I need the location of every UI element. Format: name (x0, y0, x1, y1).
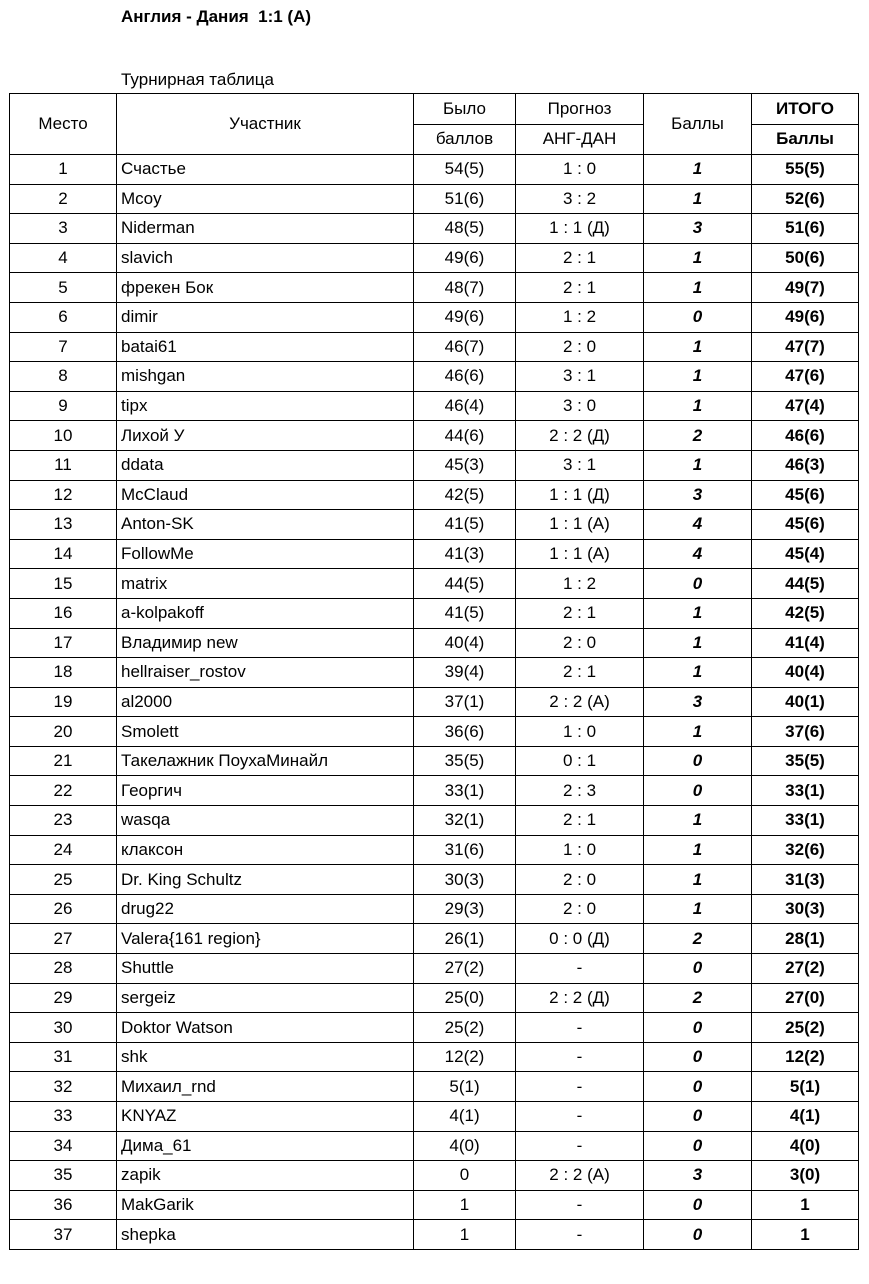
table-row (10, 954, 859, 984)
cell-place: 13 (10, 510, 117, 540)
cell-was-points: 29(3) (414, 894, 516, 924)
cell-points: 1 (644, 184, 752, 214)
cell-place: 29 (10, 983, 117, 1013)
cell-was-points: 35(5) (414, 746, 516, 776)
cell-place: 25 (10, 865, 117, 895)
cell-was-points: 41(5) (414, 598, 516, 628)
cell-total: 47(7) (752, 332, 859, 362)
cell-points: 3 (644, 480, 752, 510)
header-place: Место (10, 94, 117, 155)
cell-was-points: 33(1) (414, 776, 516, 806)
cell-total: 55(5) (752, 155, 859, 185)
table-row (10, 184, 859, 214)
cell-participant: McClaud (117, 480, 414, 510)
cell-total: 49(7) (752, 273, 859, 303)
cell-participant: mishgan (117, 362, 414, 392)
cell-total: 4(0) (752, 1131, 859, 1161)
cell-participant: dimir (117, 302, 414, 332)
header-points: Баллы (644, 94, 752, 155)
header-total-top: ИТОГО (752, 94, 859, 125)
cell-total: 27(2) (752, 954, 859, 984)
cell-participant: matrix (117, 569, 414, 599)
header-participant: Участник (117, 94, 414, 155)
cell-place: 27 (10, 924, 117, 954)
cell-total: 49(6) (752, 302, 859, 332)
cell-participant: Счастье (117, 155, 414, 185)
cell-forecast: - (516, 1220, 644, 1250)
cell-participant: Niderman (117, 214, 414, 244)
cell-forecast: 1 : 1 (Д) (516, 480, 644, 510)
cell-participant: Михаил_rnd (117, 1072, 414, 1102)
table-row (10, 835, 859, 865)
cell-was-points: 46(6) (414, 362, 516, 392)
cell-forecast: 1 : 0 (516, 835, 644, 865)
cell-place: 11 (10, 450, 117, 480)
cell-points: 4 (644, 539, 752, 569)
table-row (10, 480, 859, 510)
cell-total: 40(4) (752, 658, 859, 688)
table-row (10, 865, 859, 895)
table-row (10, 1131, 859, 1161)
cell-participant: KNYAZ (117, 1102, 414, 1132)
cell-participant: shepka (117, 1220, 414, 1250)
cell-was-points: 41(3) (414, 539, 516, 569)
table-row (10, 746, 859, 776)
cell-forecast: - (516, 954, 644, 984)
table-row (10, 391, 859, 421)
cell-total: 4(1) (752, 1102, 859, 1132)
cell-points: 3 (644, 687, 752, 717)
cell-was-points: 26(1) (414, 924, 516, 954)
cell-participant: Лихой У (117, 421, 414, 451)
cell-place: 17 (10, 628, 117, 658)
table-row (10, 1013, 859, 1043)
table-row (10, 155, 859, 185)
cell-total: 33(1) (752, 806, 859, 836)
cell-forecast: 3 : 1 (516, 450, 644, 480)
cell-total: 35(5) (752, 746, 859, 776)
cell-participant: клаксон (117, 835, 414, 865)
cell-was-points: 37(1) (414, 687, 516, 717)
cell-points: 1 (644, 391, 752, 421)
table-row (10, 598, 859, 628)
cell-was-points: 45(3) (414, 450, 516, 480)
cell-forecast: 3 : 1 (516, 362, 644, 392)
cell-participant: wasqa (117, 806, 414, 836)
cell-place: 14 (10, 539, 117, 569)
cell-points: 1 (644, 894, 752, 924)
table-row (10, 273, 859, 303)
cell-was-points: 40(4) (414, 628, 516, 658)
header-was-bottom: баллов (414, 124, 516, 155)
cell-participant: Doktor Watson (117, 1013, 414, 1043)
cell-forecast: 2 : 2 (Д) (516, 421, 644, 451)
cell-place: 30 (10, 1013, 117, 1043)
cell-was-points: 48(7) (414, 273, 516, 303)
cell-forecast: 1 : 1 (А) (516, 539, 644, 569)
cell-participant: Valera{161 region} (117, 924, 414, 954)
cell-points: 0 (644, 1190, 752, 1220)
cell-total: 25(2) (752, 1013, 859, 1043)
table-row (10, 924, 859, 954)
cell-forecast: 2 : 1 (516, 806, 644, 836)
cell-was-points: 25(0) (414, 983, 516, 1013)
cell-place: 6 (10, 302, 117, 332)
table-row (10, 1161, 859, 1191)
cell-forecast: 1 : 1 (А) (516, 510, 644, 540)
table-row (10, 658, 859, 688)
cell-total: 31(3) (752, 865, 859, 895)
cell-points: 3 (644, 214, 752, 244)
cell-points: 3 (644, 1161, 752, 1191)
cell-participant: slavich (117, 243, 414, 273)
cell-place: 16 (10, 598, 117, 628)
table-row (10, 983, 859, 1013)
cell-place: 31 (10, 1042, 117, 1072)
table-row (10, 569, 859, 599)
cell-forecast: 2 : 0 (516, 894, 644, 924)
cell-was-points: 48(5) (414, 214, 516, 244)
cell-participant: batai61 (117, 332, 414, 362)
cell-points: 0 (644, 1042, 752, 1072)
table-row (10, 776, 859, 806)
cell-points: 1 (644, 835, 752, 865)
cell-total: 51(6) (752, 214, 859, 244)
cell-was-points: 36(6) (414, 717, 516, 747)
cell-forecast: 1 : 0 (516, 155, 644, 185)
table-row (10, 1220, 859, 1250)
cell-forecast: 2 : 2 (А) (516, 687, 644, 717)
cell-place: 5 (10, 273, 117, 303)
cell-was-points: 5(1) (414, 1072, 516, 1102)
cell-forecast: 1 : 2 (516, 302, 644, 332)
cell-total: 52(6) (752, 184, 859, 214)
cell-points: 0 (644, 1220, 752, 1250)
cell-participant: zapik (117, 1161, 414, 1191)
cell-points: 0 (644, 776, 752, 806)
cell-place: 3 (10, 214, 117, 244)
cell-forecast: 2 : 0 (516, 332, 644, 362)
table-row (10, 539, 859, 569)
cell-place: 23 (10, 806, 117, 836)
cell-total: 45(4) (752, 539, 859, 569)
table-row (10, 243, 859, 273)
table-row (10, 628, 859, 658)
cell-total: 46(3) (752, 450, 859, 480)
cell-was-points: 49(6) (414, 243, 516, 273)
table-row (10, 687, 859, 717)
cell-was-points: 54(5) (414, 155, 516, 185)
cell-was-points: 30(3) (414, 865, 516, 895)
cell-total: 45(6) (752, 480, 859, 510)
header-forecast-top: Прогноз (516, 94, 644, 125)
cell-points: 1 (644, 332, 752, 362)
cell-forecast: 0 : 1 (516, 746, 644, 776)
cell-forecast: 2 : 1 (516, 243, 644, 273)
cell-was-points: 44(5) (414, 569, 516, 599)
cell-was-points: 4(0) (414, 1131, 516, 1161)
cell-participant: Dr. King Schultz (117, 865, 414, 895)
cell-points: 0 (644, 1013, 752, 1043)
cell-place: 2 (10, 184, 117, 214)
cell-points: 0 (644, 1072, 752, 1102)
cell-forecast: 3 : 2 (516, 184, 644, 214)
cell-points: 4 (644, 510, 752, 540)
table-row (10, 717, 859, 747)
cell-was-points: 42(5) (414, 480, 516, 510)
cell-place: 34 (10, 1131, 117, 1161)
cell-forecast: 2 : 2 (А) (516, 1161, 644, 1191)
cell-place: 21 (10, 746, 117, 776)
cell-participant: sergeiz (117, 983, 414, 1013)
cell-was-points: 39(4) (414, 658, 516, 688)
cell-points: 1 (644, 628, 752, 658)
table-caption: Турнирная таблица (121, 70, 274, 89)
cell-forecast: 2 : 2 (Д) (516, 983, 644, 1013)
cell-was-points: 12(2) (414, 1042, 516, 1072)
cell-place: 37 (10, 1220, 117, 1250)
cell-total: 33(1) (752, 776, 859, 806)
cell-forecast: - (516, 1102, 644, 1132)
cell-points: 2 (644, 421, 752, 451)
cell-was-points: 46(7) (414, 332, 516, 362)
cell-points: 0 (644, 1102, 752, 1132)
cell-participant: hellraiser_rostov (117, 658, 414, 688)
table-row (10, 510, 859, 540)
cell-participant: shk (117, 1042, 414, 1072)
cell-points: 0 (644, 954, 752, 984)
header-total-bottom: Баллы (752, 124, 859, 155)
cell-points: 0 (644, 746, 752, 776)
cell-place: 18 (10, 658, 117, 688)
cell-participant: a-kolpakoff (117, 598, 414, 628)
cell-place: 4 (10, 243, 117, 273)
table-body (10, 155, 859, 1250)
cell-place: 8 (10, 362, 117, 392)
table-row (10, 1102, 859, 1132)
cell-total: 27(0) (752, 983, 859, 1013)
cell-place: 7 (10, 332, 117, 362)
header-forecast-bottom: АНГ-ДАН (516, 124, 644, 155)
cell-place: 19 (10, 687, 117, 717)
match-title: Англия - Дания 1:1 (А) (121, 7, 312, 26)
cell-forecast: 0 : 0 (Д) (516, 924, 644, 954)
cell-total: 28(1) (752, 924, 859, 954)
cell-participant: drug22 (117, 894, 414, 924)
cell-points: 1 (644, 865, 752, 895)
cell-points: 0 (644, 302, 752, 332)
cell-forecast: - (516, 1131, 644, 1161)
cell-total: 44(5) (752, 569, 859, 599)
cell-points: 1 (644, 450, 752, 480)
cell-total: 12(2) (752, 1042, 859, 1072)
table-row (10, 302, 859, 332)
cell-total: 5(1) (752, 1072, 859, 1102)
cell-total: 41(4) (752, 628, 859, 658)
cell-forecast: - (516, 1072, 644, 1102)
cell-was-points: 31(6) (414, 835, 516, 865)
cell-total: 47(4) (752, 391, 859, 421)
cell-place: 24 (10, 835, 117, 865)
cell-forecast: 3 : 0 (516, 391, 644, 421)
cell-forecast: - (516, 1190, 644, 1220)
cell-place: 10 (10, 421, 117, 451)
cell-was-points: 41(5) (414, 510, 516, 540)
table-row (10, 1190, 859, 1220)
cell-points: 1 (644, 155, 752, 185)
cell-participant: MakGarik (117, 1190, 414, 1220)
cell-participant: Такелажник ПоухаМинайл (117, 746, 414, 776)
cell-total: 32(6) (752, 835, 859, 865)
cell-was-points: 51(6) (414, 184, 516, 214)
cell-place: 15 (10, 569, 117, 599)
cell-points: 1 (644, 598, 752, 628)
cell-participant: Shuttle (117, 954, 414, 984)
table-row (10, 214, 859, 244)
cell-points: 2 (644, 983, 752, 1013)
cell-place: 9 (10, 391, 117, 421)
cell-total: 30(3) (752, 894, 859, 924)
cell-total: 47(6) (752, 362, 859, 392)
cell-was-points: 49(6) (414, 302, 516, 332)
cell-points: 0 (644, 569, 752, 599)
cell-points: 1 (644, 658, 752, 688)
table-row (10, 894, 859, 924)
cell-was-points: 32(1) (414, 806, 516, 836)
cell-forecast: 1 : 0 (516, 717, 644, 747)
cell-participant: al2000 (117, 687, 414, 717)
cell-total: 46(6) (752, 421, 859, 451)
cell-points: 0 (644, 1131, 752, 1161)
cell-participant: FollowMe (117, 539, 414, 569)
cell-total: 37(6) (752, 717, 859, 747)
cell-forecast: 2 : 1 (516, 273, 644, 303)
cell-participant: ddata (117, 450, 414, 480)
cell-place: 20 (10, 717, 117, 747)
cell-was-points: 1 (414, 1220, 516, 1250)
cell-points: 1 (644, 243, 752, 273)
cell-points: 1 (644, 362, 752, 392)
cell-participant: Владимир new (117, 628, 414, 658)
table-row (10, 362, 859, 392)
cell-forecast: 1 : 1 (Д) (516, 214, 644, 244)
cell-participant: tipx (117, 391, 414, 421)
cell-place: 12 (10, 480, 117, 510)
cell-forecast: 1 : 2 (516, 569, 644, 599)
cell-participant: Mcoy (117, 184, 414, 214)
cell-place: 33 (10, 1102, 117, 1132)
table-row (10, 421, 859, 451)
cell-participant: Anton-SK (117, 510, 414, 540)
standings-table (9, 93, 859, 1250)
cell-place: 26 (10, 894, 117, 924)
cell-place: 28 (10, 954, 117, 984)
table-row (10, 806, 859, 836)
cell-points: 2 (644, 924, 752, 954)
cell-participant: Георгич (117, 776, 414, 806)
header-was-top: Было (414, 94, 516, 125)
cell-was-points: 46(4) (414, 391, 516, 421)
cell-was-points: 44(6) (414, 421, 516, 451)
table-row (10, 450, 859, 480)
cell-was-points: 1 (414, 1190, 516, 1220)
cell-place: 32 (10, 1072, 117, 1102)
cell-was-points: 25(2) (414, 1013, 516, 1043)
cell-was-points: 0 (414, 1161, 516, 1191)
cell-total: 45(6) (752, 510, 859, 540)
cell-total: 50(6) (752, 243, 859, 273)
cell-participant: Smolett (117, 717, 414, 747)
cell-forecast: 2 : 1 (516, 658, 644, 688)
cell-place: 35 (10, 1161, 117, 1191)
cell-place: 22 (10, 776, 117, 806)
table-row (10, 332, 859, 362)
cell-total: 1 (752, 1220, 859, 1250)
cell-total: 40(1) (752, 687, 859, 717)
cell-participant: фрекен Бок (117, 273, 414, 303)
cell-forecast: - (516, 1013, 644, 1043)
cell-forecast: 2 : 0 (516, 628, 644, 658)
cell-forecast: 2 : 3 (516, 776, 644, 806)
table-row (10, 1072, 859, 1102)
cell-was-points: 4(1) (414, 1102, 516, 1132)
cell-total: 3(0) (752, 1161, 859, 1191)
cell-was-points: 27(2) (414, 954, 516, 984)
cell-points: 1 (644, 273, 752, 303)
cell-points: 1 (644, 717, 752, 747)
table-header (10, 94, 859, 155)
cell-forecast: - (516, 1042, 644, 1072)
table-row (10, 1042, 859, 1072)
cell-total: 1 (752, 1190, 859, 1220)
cell-place: 36 (10, 1190, 117, 1220)
cell-forecast: 2 : 1 (516, 598, 644, 628)
cell-place: 1 (10, 155, 117, 185)
cell-points: 1 (644, 806, 752, 836)
cell-total: 42(5) (752, 598, 859, 628)
cell-participant: Дима_61 (117, 1131, 414, 1161)
cell-forecast: 2 : 0 (516, 865, 644, 895)
